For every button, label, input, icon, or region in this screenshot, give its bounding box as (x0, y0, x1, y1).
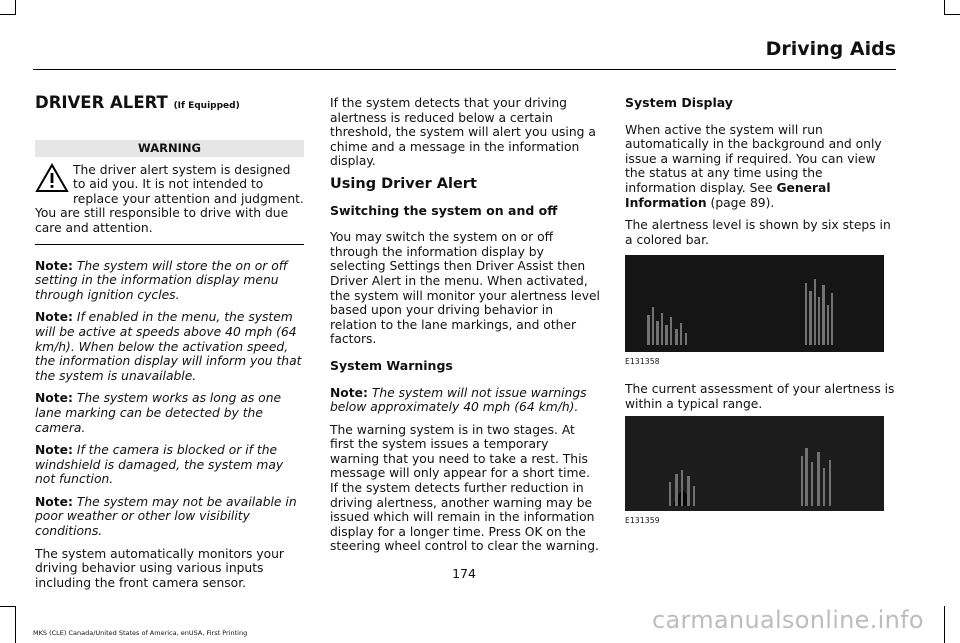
footer-text: MKS (CLE) Canada/United States of America, enUSA, First Printing (33, 629, 248, 637)
note-2 (35, 310, 304, 383)
note-3 (35, 391, 304, 435)
note-text: If the camera is blocked or if the windshield is damaged, the system may not function. (35, 443, 284, 487)
general-information-link[interactable]: General Information (625, 180, 831, 210)
note-text: The system will not issue warnings below approximately 40 mph (64 km/h). (330, 385, 587, 415)
system-display-heading: System Display (625, 95, 733, 110)
watermark: carmanualsonline.info (652, 606, 924, 634)
note-5 (35, 495, 304, 539)
system-warnings-heading: System Warnings (330, 357, 453, 373)
intro-paragraph: If the system detects that your driving alertness is reduced below a certain threshold, the system will alert you using a chime and a message in the information display. (330, 96, 596, 169)
switching-heading: Switching the system on and off (330, 202, 558, 218)
crop-mark-bottom-left-h (0, 606, 16, 607)
note-text: The system may not be available in poor weather or other low visibility conditions. (35, 494, 297, 539)
note-4 (35, 443, 304, 487)
header-rule (33, 69, 896, 70)
note-label: Note: (35, 258, 73, 273)
note-label: Note: (35, 494, 73, 509)
using-driver-alert-heading: Using Driver Alert (330, 175, 477, 192)
alertness-bar-figure (625, 255, 884, 352)
crop-mark-bottom-right-v (944, 606, 945, 643)
note-label: Note: (35, 443, 73, 458)
warning-label: WARNING (35, 140, 304, 157)
alertness-assessment-figure (625, 416, 884, 511)
note-text: If enabled in the menu, the system will be active at speeds above 40 mph (64 km/h). When below the activation speed, the information display will inform you that the system is unavailable. (35, 310, 302, 383)
crop-mark-top-right-v (944, 0, 945, 15)
crop-mark-top-left-v (15, 0, 16, 15)
page-number: 174 (452, 566, 476, 581)
page-header-title: Driving Aids (765, 38, 896, 60)
warning-rule (35, 244, 304, 245)
crop-mark-top-left-h (0, 14, 16, 15)
figure-caption: E131359 (625, 516, 660, 526)
closing-paragraph: The system automatically monitors your driving behavior using various inputs including the front camera sensor. (35, 546, 284, 590)
note-label: Note: (35, 391, 73, 406)
note-text: The system will store the on or off setting in the information display menu through ignition cycles. (35, 258, 288, 302)
figure-image (625, 416, 884, 511)
note-label: Note: (330, 385, 368, 400)
crop-mark-top-right-h (944, 14, 960, 15)
column-3 (625, 96, 897, 541)
display-text-after: (page 89). (710, 195, 775, 210)
section-title (35, 93, 304, 114)
column-2 (330, 96, 601, 562)
alertness-paragraph: The alertness level is shown by six steps in a colored bar. (625, 218, 891, 247)
switching-paragraph: You may switch the system on or off through the information display by selecting Settings then Driver Assist then Driver Alert in the menu. When activated, the system will monitor your alertness level based upon your driving behavior in relation to the lane markings, and other factors. (330, 230, 600, 347)
warning-text: The driver alert system is designed to aid you. It is not intended to replace your attention and judgment. You are still responsible to drive with due care and attention. (35, 162, 304, 235)
section-title-text: DRIVER ALERT (35, 93, 168, 112)
assessment-paragraph: The current assessment of your alertness is within a typical range. (625, 381, 895, 411)
crop-mark-bottom-left-v (15, 606, 16, 643)
display-paragraph (625, 123, 897, 211)
note-label: Note: (35, 310, 73, 325)
note-1 (35, 259, 304, 303)
figure-image (625, 255, 884, 352)
warnings-note (330, 386, 601, 415)
display-text: When active the system will run automatically in the background and only issue a warning if required. You can view the status at any time using the information display. See (625, 122, 882, 195)
figure-caption: E131358 (625, 357, 660, 367)
warning-triangle-icon (35, 163, 69, 193)
note-text: The system works as long as one lane marking can be detected by the camera. (35, 391, 282, 435)
column-1 (35, 93, 304, 598)
warnings-paragraph: The warning system is in two stages. At first the system issues a temporary warning that you need to take a rest. This message will only appear for a short time. If the system detects further reduction in driving alertness, another warning may be issued which will remain in the information display for a longer time. Press OK on the steering wheel control to clear the warning. (330, 422, 599, 554)
section-title-suffix: (If Equipped) (173, 101, 240, 111)
warning-box (35, 163, 304, 236)
